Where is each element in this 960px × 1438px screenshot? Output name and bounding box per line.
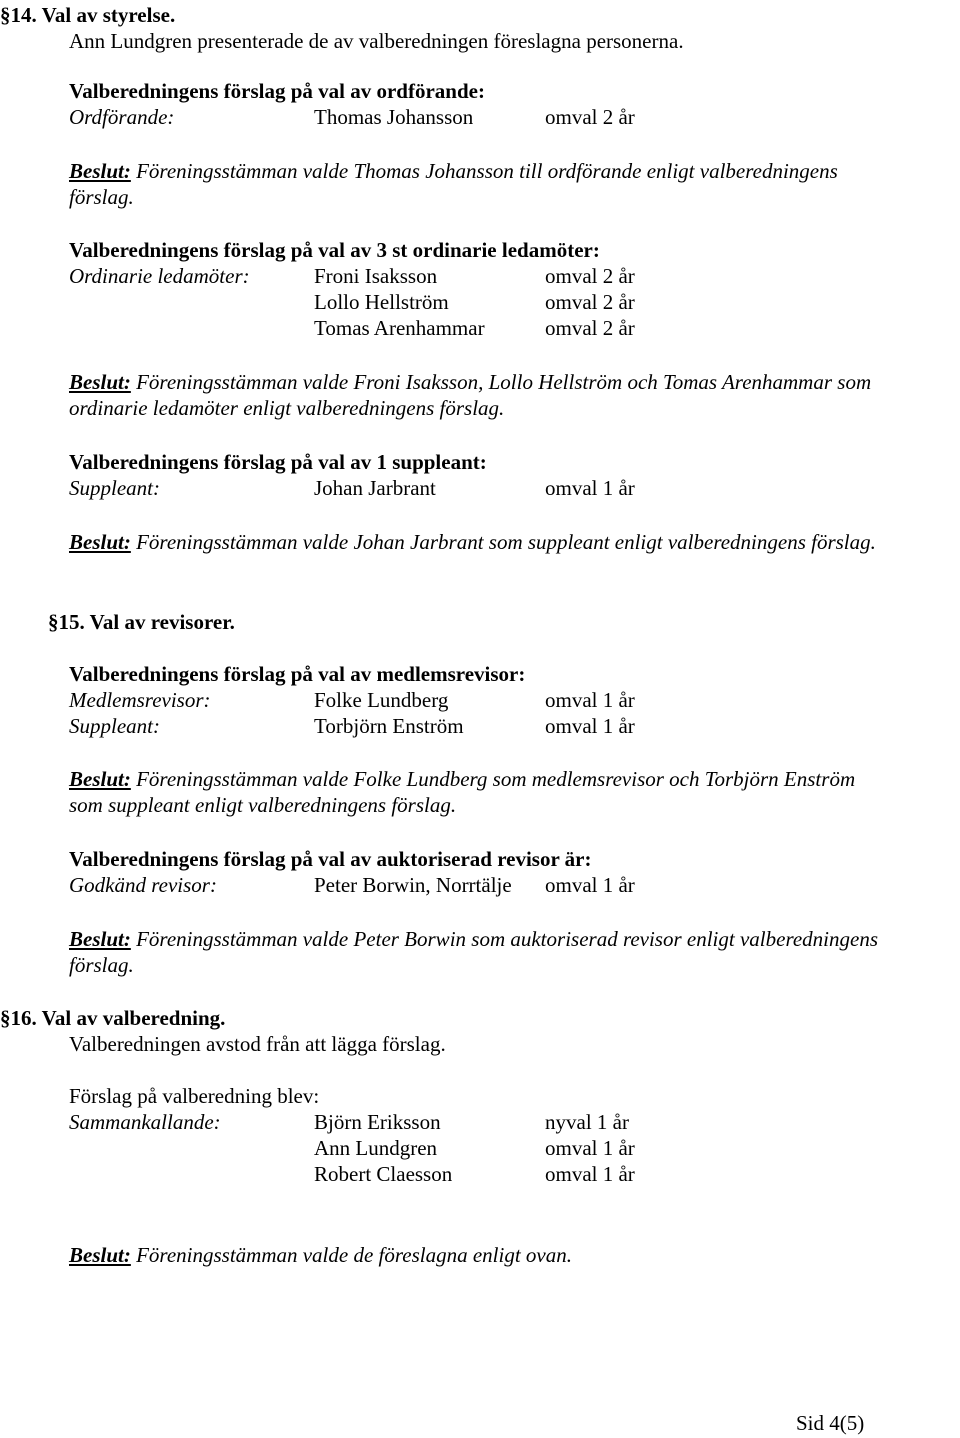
chair-label: Ordförande: bbox=[69, 105, 175, 129]
decision-label: Beslut: bbox=[69, 767, 131, 791]
authorized-auditor-decision bbox=[69, 926, 878, 952]
auditor-deputy-name: Torbjörn Enström bbox=[314, 714, 464, 738]
decision-label: Beslut: bbox=[69, 927, 131, 951]
auditor-deputy-label: Suppleant: bbox=[69, 714, 160, 738]
authorized-auditor-decision-cont: förslag. bbox=[69, 953, 134, 977]
chair-term: omval 2 år bbox=[545, 105, 635, 129]
member-name: Froni Isaksson bbox=[314, 264, 438, 288]
decision-text: Föreningsstämman valde Johan Jarbrant som suppleant enligt valberedningens förslag. bbox=[130, 530, 876, 554]
deputy-label: Suppleant: bbox=[69, 476, 160, 500]
decision-text: Föreningsstämman valde Peter Borwin som auktoriserad revisor enligt valberedningens bbox=[130, 927, 878, 951]
member-auditor-name: Folke Lundberg bbox=[314, 688, 449, 712]
decision-text: Föreningsstämman valde Froni Isaksson, Lollo Hellström och Tomas Arenhammar som bbox=[130, 370, 872, 394]
chair-decision bbox=[69, 158, 838, 184]
auditor-deputy-term: omval 1 år bbox=[545, 714, 635, 738]
chair-proposal-heading: Valberedningens förslag på val av ordförande: bbox=[69, 79, 485, 103]
member-term: omval 2 år bbox=[545, 316, 635, 340]
chair-decision-cont: förslag. bbox=[69, 185, 134, 209]
member-term: omval 2 år bbox=[545, 290, 635, 314]
nominee-name: Björn Eriksson bbox=[314, 1110, 441, 1134]
member-auditor-decision-cont: som suppleant enligt valberedningens förslag. bbox=[69, 793, 457, 817]
convener-label: Sammankallande: bbox=[69, 1110, 221, 1134]
member-auditor-label: Medlemsrevisor: bbox=[69, 688, 211, 712]
section-14-intro: Ann Lundgren presenterade de av valberedningen föreslagna personerna. bbox=[69, 29, 684, 53]
decision-label: Beslut: bbox=[69, 1243, 131, 1267]
members-decision-cont: ordinarie ledamöter enligt valberedningens förslag. bbox=[69, 396, 505, 420]
nomination-proposal-heading: Förslag på valberedning blev: bbox=[69, 1084, 320, 1108]
member-term: omval 2 år bbox=[545, 264, 635, 288]
deputy-decision bbox=[69, 529, 876, 555]
authorized-auditor-label: Godkänd revisor: bbox=[69, 873, 217, 897]
decision-text: Föreningsstämman valde de föreslagna enligt ovan. bbox=[130, 1243, 572, 1267]
nominee-term: omval 1 år bbox=[545, 1136, 635, 1160]
page-number: Sid 4(5) bbox=[796, 1411, 865, 1435]
deputy-proposal-heading: Valberedningens förslag på val av 1 suppleant: bbox=[69, 450, 487, 474]
authorized-auditor-proposal-heading: Valberedningens förslag på val av auktoriserad revisor är: bbox=[69, 847, 592, 871]
authorized-auditor-term: omval 1 år bbox=[545, 873, 635, 897]
authorized-auditor-name: Peter Borwin, Norrtälje bbox=[314, 873, 512, 897]
members-decision bbox=[69, 369, 871, 395]
members-label: Ordinarie ledamöter: bbox=[69, 264, 250, 288]
member-auditor-proposal-heading: Valberedningens förslag på val av medlemsrevisor: bbox=[69, 662, 526, 686]
section-14-heading: §14. Val av styrelse. bbox=[0, 3, 176, 27]
decision-label: Beslut: bbox=[69, 370, 131, 394]
section-16-intro: Valberedningen avstod från att lägga förslag. bbox=[69, 1032, 446, 1056]
members-proposal-heading: Valberedningens förslag på val av 3 st ordinarie ledamöter: bbox=[69, 238, 600, 262]
chair-name: Thomas Johansson bbox=[314, 105, 474, 129]
section-15-heading: §15. Val av revisorer. bbox=[48, 610, 235, 634]
decision-text: Föreningsstämman valde Thomas Johansson till ordförande enligt valberedningens bbox=[130, 159, 838, 183]
nominee-name: Ann Lundgren bbox=[314, 1136, 438, 1160]
deputy-name: Johan Jarbrant bbox=[314, 476, 436, 500]
member-auditor-term: omval 1 år bbox=[545, 688, 635, 712]
member-name: Tomas Arenhammar bbox=[314, 316, 485, 340]
decision-text: Föreningsstämman valde Folke Lundberg som medlemsrevisor och Torbjörn Enström bbox=[130, 767, 856, 791]
section-16-heading: §16. Val av valberedning. bbox=[0, 1006, 226, 1030]
nomination-decision bbox=[69, 1242, 572, 1268]
decision-label: Beslut: bbox=[69, 159, 131, 183]
member-auditor-decision bbox=[69, 766, 855, 792]
nominee-name: Robert Claesson bbox=[314, 1162, 453, 1186]
nominee-term: omval 1 år bbox=[545, 1162, 635, 1186]
member-name: Lollo Hellström bbox=[314, 290, 449, 314]
decision-label: Beslut: bbox=[69, 530, 131, 554]
nominee-term: nyval 1 år bbox=[545, 1110, 629, 1134]
deputy-term: omval 1 år bbox=[545, 476, 635, 500]
